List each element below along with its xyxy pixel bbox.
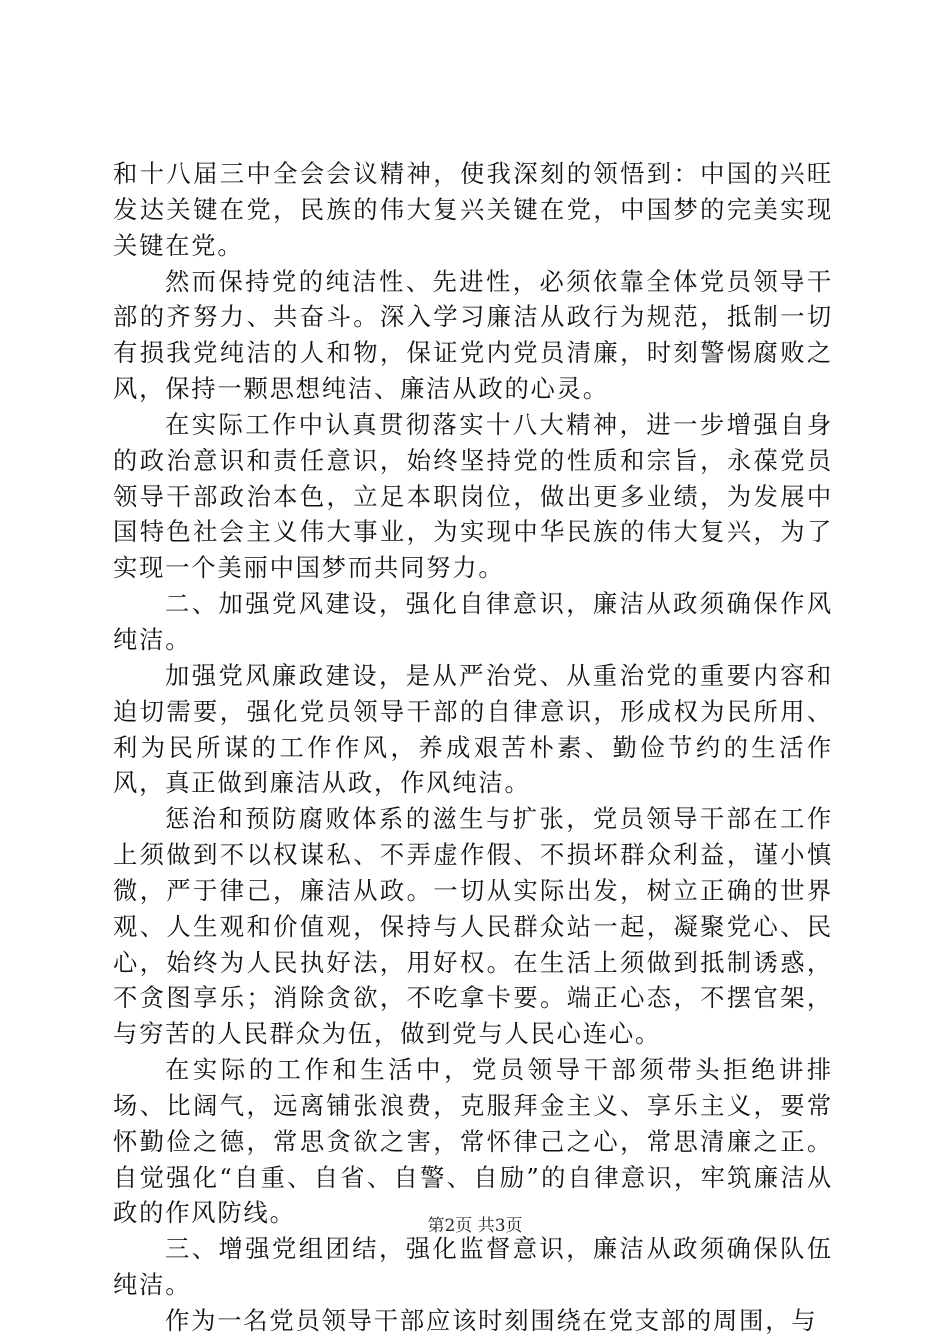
section-heading-2: 二、加强党风建设，强化自律意识，廉洁从政须确保作风纯洁。 [113,589,833,654]
page-number-footer: 第2页 共3页 [427,1216,523,1236]
paragraph-2: 然而保持党的纯洁性、先进性，必须依靠全体党员领导干部的齐努力、共奋斗。深入学习廉洁从政行为规范，抵制一切有损我党纯洁的人和物，保证党内党员清廉，时刻警惕腐败之风，保持一颗思想纯洁、廉洁从政的心灵。 [113,266,833,404]
section-heading-3: 三、增强党组团结，强化监督意识，廉洁从政须确保队伍纯洁。 [113,1234,833,1300]
paragraph-7: 作为一名党员领导干部应该时刻围绕在党支部的周围，与 [165,1306,818,1335]
paragraph-1: 和十八届三中全会会议精神，使我深刻的领悟到：中国的兴旺发达关键在党，民族的伟大复兴关键在党，中国梦的完美实现关键在党。 [113,159,833,260]
document-body [113,156,833,1339]
paragraph-6: 在实际的工作和生活中，党员领导干部须带头拒绝讲排场、比阔气，远离铺张浪费，克服拜金主义、享乐主义，要常怀勤俭之德，常思贪欲之害，常怀律己之心，常思清廉之正。自觉强化“自重、自省、自警、自励”的自律意识，牢筑廉洁从政的作风防线。 [113,1055,833,1228]
paragraph-4: 加强党风廉政建设，是从严治党、从重治党的重要内容和迫切需要，强化党员领导干部的自律意识，形成权为民所用、利为民所谋的工作作风，养成艰苦朴素、勤俭节约的生活作风，真正做到廉洁从政，作风纯洁。 [113,660,833,798]
paragraph-3: 在实际工作中认真贯彻落实十八大精神，进一步增强自身的政治意识和责任意识，始终坚持党的性质和宗旨，永葆党员领导干部政治本色，立足本职岗位，做出更多业绩，为发展中国特色社会主义伟大事业，为实现中华民族的伟大复兴，为了实现一个美丽中国梦而共同努力。 [113,409,833,583]
paragraph-5: 惩治和预防腐败体系的滋生与扩张，党员领导干部在工作上须做到不以权谋私、不弄虚作假、不损坏群众利益，谨小慎微，严于律己，廉洁从政。一切从实际出发，树立正确的世界观、人生观和价值观，保持与人民群众站一起，凝聚党心、民心，始终为人民执好法，用好权。在生活上须做到抵制诱惑，不贪图享乐；消除贪欲，不吃拿卡要。端正心态，不摆官架，与穷苦的人民群众为伍，做到党与人民心连心。 [113,804,833,1049]
